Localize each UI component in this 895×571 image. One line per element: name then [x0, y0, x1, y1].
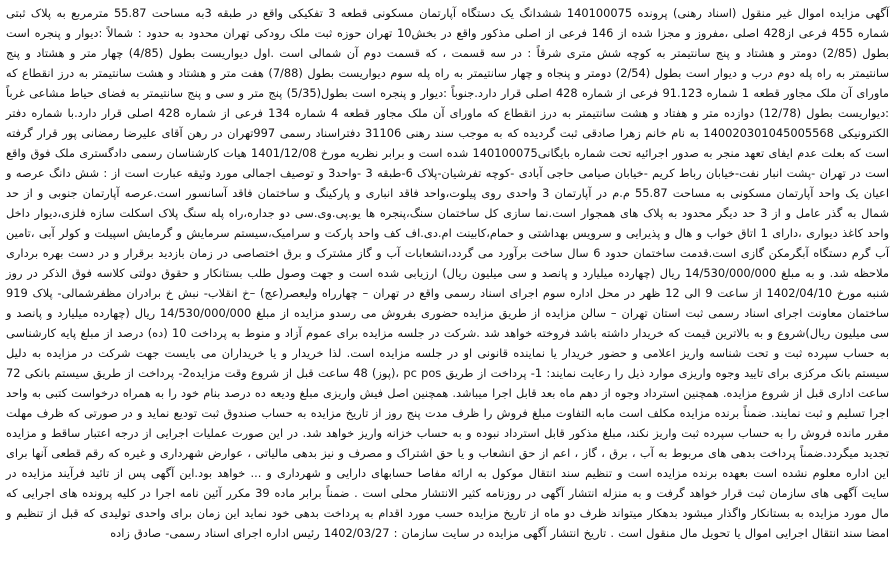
notice-body-text: آگهی مزایده اموال غیر منقول (اسناد رهنی) پرونده 140100075 ششدانگ یک دستگاه آپارتمان مسکونی قطعه 3 تفکیکی واقع در طبقه 3به مساحت 55.87 مترمربع به پلاک ثبتی شماره 455 فرعی از428 اصلی ،مفروز و مجزا شده از 146 فرعی از اصلی مذکور واقع در بخش10 تهران حوزه ثبت ملک رودکی تهران محدود به حدود : شمالاً :دیوار و پنجره است بطول (2/85) دومتر و هشتاد و پنج سانتیمتر به کوچه شش متری شرقاً : در سه قسمت ، که قسمت دوم آن شمالی است .اول دیواریست بطول (4/85) چهار متر و هشتاد و پنج سانتیمتر به راه پله دوم درب و دیوار است بطول (2/54) دومتر و پنجاه و چهار سانتیمتر به راه پله سوم دیواریست بطول (7/88) هفت متر و هشتاد و هشت سانتیمتر به درز انقطاع که ماورای آن ملک مجاور قطعه 1 شماره 91.123 فرعی از شماره 428 اصلی قرار دارد.جنوباً :دیوار و پنجره است بطول(5/35) پنج متر و سی و پنج سانتیمتر به فضای حیاط مشاعی غرباً :دیواریست بطول (12/78) دوازده متر و هفتاد و هشت سانتیمتر به درز انقطاع که ماورای آن ملک مجاور قطعه 4 شماره 134 فرعی از شماره 428 اصلی قرار دارد.با شماره دفتر الکترونیکی 140020301045005568 به نام خانم زهرا صادقی ثبت گردیده که به موجب سند رهنی 31106 دفتراسناد رسمی 997تهران در رهن آقای علیرضا رمضانی پور قرار گرفته است که بعلت عدم ایفای تعهد منجر به صدور اجرائیه تحت شماره بایگانی140100075 شده است و برابر نظریه مورخ 1401/12/08 هیات کارشناسان رسمی دادگستری ملک فوق واقع است در تهران -پشت انبار نفت-خیابان رباط کریم -خیابان صیامی حاجی آبادی -کوچه تفرشیان-پلاک 6-طبقه 3 -واحد3 و توصیف اجمالی مورد وثیقه عبارت است از : شش دانگ عرصه و اعیان یک واحد آپارتمان مسکونی به مساحت 55.87 م.م در آپارتمان 3 واحدی روی پیلوت،واحد فاقد انباری و پارکینگ و ساختمان فاقد آسانسور است.عرصه آپارتمان جنوبی و از حد شمال به گذر عامل و از 3 حد دیگر محدود به پلاک های همجوار است.نما سازی کل ساختمان سنگ،پنجره ها یو.پی.وی.سی دو جداره،راه پله سنگ پلاک اسکلت سازه فلزی،دیوار داخل واحد کاغذ دیواری ،دارای 1 اتاق خواب و هال و پذیرایی و سرویس بهداشتی و حمام،کابینت ام.دی.اف کف واحد پارکت و سرامیک،سیستم سرمایش و گرمایش اسپیلت و کولر آبی ،تامین آب گرم دستگاه آبگرمکن گازی است.قدمت ساختمان حدود 6 سال ساخت برآورد می گردد،انشعابات آب و گاز مشترک و برق اختصاصی در زمان بازدید برقرار و در دست بهره برداری ملاحظه شد. و به مبلغ 14/530/000/000 ریال (چهارده میلیارد و پانصد و سی میلیون ریال) ارزیابی شده است و جهت وصول طلب بستانکار و حقوق دولتی کلاسه فوق الذکر در روز شنبه مورخ 1402/04/10 از ساعت 9 الی 12 ظهر در محل اداره سوم اجرای اسناد رسمی واقع در تهران – چهارراه ولیعصر(عج) –خ انقلاب- نبش خ برادران مظفرشمالی- پلاک 919 ساختمان معاونت اجرای اسناد رسمی ثبت استان تهران – سالن مزایده از طریق مزایده حضوری بفروش می رسدو مزایده از مبلغ 14/530/000/000 ریال (چهارده میلیارد و پانصد و سی میلیون ریال)شروع و به بالاترین قیمت که خریدار داشته باشد فروخته خواهد شد .شرکت در جلسه مزایده برای عموم آزاد و منوط به پرداخت 10 (ده) درصد از مبلغ پایه کارشناسی به حساب سپرده ثبت و تحت شناسه واریز اعلامی و حضور خریدار یا نماینده قانونی او در جلسه مزایده است. لذا خریدار و یا خریداران می بایست جهت شرکت در مزایده به دلیل سیستم بانک مرکزی برای تایید وجوه واریزی موارد ذیل را رعایت نمایند: 1- پرداخت از طریق pc pos ،(پوز) 48 ساعت قبل از شروع وقت مزایده2- پرداخت از طریق سیستم بانکی 72 ساعت اداری قبل از شروع مزایده. همچنین استرداد وجوه از دهم ماه بعد قابل اجرا میباشد. همچنین اصل فیش واریزی مبلغ ودیعه ده درصد بنام خود را به همراه درخواست کتبی به واحد اجرا تسلیم و ثبت نمایند. ضمناً برنده مزایده مکلف است مابه التفاوت مبلغ فروش را ظرف مدت پنج روز از تاریخ مزایده به حساب صندوق ثبت تودیع نماید و در صورتی که ظرف مهلت مقرر مانده فروش را به حساب سپرده ثبت واریز نکند، مبلغ مذکور قابل استرداد نبوده و به حساب خزانه واریز خواهد شد. در این صورت عملیات اجرایی از درجه اعتبار ساقط و مزایده تجدید میگردد.ضمناً پرداخت بدهی های مربوط به آب ، برق ، گاز ، اعم از حق انشعاب و یا حق اشتراک و مصرف و نیز بدهی مالیاتی ، عوارض شهرداری و غیره که رقم قطعی آنها برای این اداره معلوم نشده است بعهده برنده مزایده است و تنظیم سند انتقال موکول به ارائه مفاصا حسابهای دارایی و شهرداری و ... خواهد بود.این آگهی پس از تائید فرآیند مزایده در سایت آگهی های سازمان ثبت قرار خواهد گرفت و به منزله انتشار آگهی در روزنامه کثیر الانتشار محلی است . ضمناً برابر ماده 39 مکرر آئین نامه اجرا در کلیه پرونده های اجرایی که مال مورد مزایده به بستانکار واگذار میشود بدهکار میتواند ظرف دو ماه از تاریخ مزایده حسب مورد اقدام به پرداخت بدهی خود نماید این زمان برای واحدی تولیدی که قبل از تنظیم و امضا سند انتقال اجرایی اموال یا تحویل مال منقول است . تاریخ انتشار آگهی مزایده در سایت سازمان : 1402/03/27 رئیس اداره اجرای اسناد رسمی- صادق زاده — [6, 6, 890, 540]
auction-notice — [6, 3, 889, 543]
